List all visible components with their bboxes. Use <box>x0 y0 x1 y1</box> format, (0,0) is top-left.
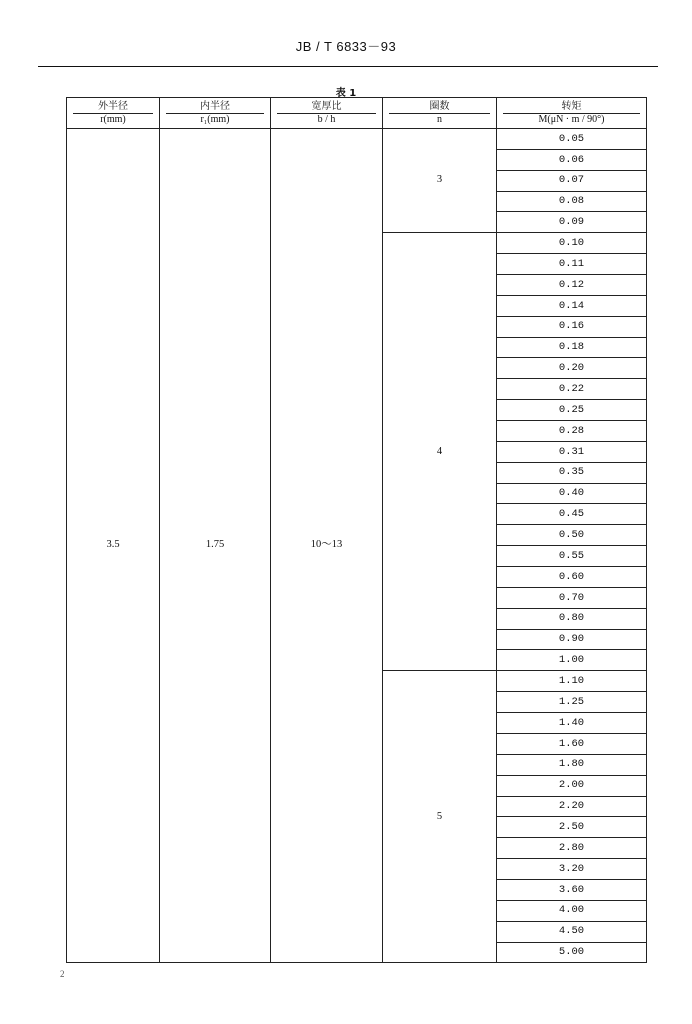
turns-cell: 5 <box>383 671 497 963</box>
torque-cell: 1.25 <box>497 692 647 713</box>
turns-cell: 3 <box>383 129 497 233</box>
torque-cell: 0.06 <box>497 149 647 170</box>
header-rule <box>38 66 658 67</box>
header-inner-radius <box>160 98 271 129</box>
torque-cell: 0.08 <box>497 191 647 212</box>
torque-cell: 0.80 <box>497 608 647 629</box>
header-turns <box>383 98 497 129</box>
header-outer-radius-zh: 外半径 <box>98 100 128 112</box>
torque-cell: 3.20 <box>497 859 647 880</box>
header-width-thickness <box>271 98 383 129</box>
header-outer-radius <box>67 98 160 129</box>
torque-cell: 0.90 <box>497 629 647 650</box>
table-caption: 表 1 <box>335 88 357 99</box>
header-turns-en: n <box>389 113 490 126</box>
torque-cell: 4.50 <box>497 921 647 942</box>
torque-cell: 0.20 <box>497 358 647 379</box>
torque-cell: 4.00 <box>497 900 647 921</box>
torque-cell: 0.11 <box>497 254 647 275</box>
torque-cell: 0.70 <box>497 587 647 608</box>
torque-cell: 0.40 <box>497 483 647 504</box>
table-row <box>67 129 647 150</box>
header-torque <box>497 98 647 129</box>
torque-cell: 1.80 <box>497 754 647 775</box>
header-torque-zh: 转矩 <box>561 100 582 112</box>
page-number: 2 <box>60 969 65 979</box>
document-header: JB / T 6833－93 <box>295 39 397 54</box>
torque-cell: 2.50 <box>497 817 647 838</box>
torque-cell: 0.35 <box>497 462 647 483</box>
torque-cell: 0.16 <box>497 316 647 337</box>
outer-radius-cell: 3.5 <box>67 129 160 963</box>
header-width-thickness-zh: 宽厚比 <box>311 100 342 112</box>
torque-cell: 0.60 <box>497 567 647 588</box>
header-inner-radius-zh: 内半径 <box>200 100 230 112</box>
torque-cell: 1.10 <box>497 671 647 692</box>
torque-cell: 1.60 <box>497 733 647 754</box>
header-inner-radius-en: r₁(mm) <box>166 113 264 126</box>
torque-cell: 0.28 <box>497 421 647 442</box>
torque-cell: 0.50 <box>497 525 647 546</box>
header-outer-radius-en: r(mm) <box>73 113 153 126</box>
torque-cell: 0.55 <box>497 546 647 567</box>
torque-cell: 0.31 <box>497 441 647 462</box>
turns-cell: 4 <box>383 233 497 671</box>
torque-cell: 2.20 <box>497 796 647 817</box>
torque-cell: 0.07 <box>497 170 647 191</box>
torque-cell: 0.14 <box>497 295 647 316</box>
torque-cell: 0.12 <box>497 275 647 296</box>
torque-cell: 0.22 <box>497 379 647 400</box>
table-header-row <box>67 98 647 129</box>
torque-cell: 0.25 <box>497 400 647 421</box>
header-turns-zh: 圈数 <box>429 100 450 112</box>
torque-cell: 3.60 <box>497 879 647 900</box>
torque-cell: 0.45 <box>497 504 647 525</box>
torque-cell: 1.40 <box>497 713 647 734</box>
torque-cell: 0.05 <box>497 129 647 150</box>
width-thickness-cell: 10～13 <box>271 129 383 963</box>
header-width-thickness-en: b / h <box>277 113 376 126</box>
torque-cell: 0.10 <box>497 233 647 254</box>
torque-cell: 0.18 <box>497 337 647 358</box>
torque-table <box>66 97 647 963</box>
torque-cell: 5.00 <box>497 942 647 963</box>
header-torque-en: M(μN · m / 90°) <box>503 113 640 126</box>
inner-radius-cell: 1.75 <box>160 129 271 963</box>
torque-cell: 2.00 <box>497 775 647 796</box>
torque-cell: 2.80 <box>497 838 647 859</box>
torque-cell: 0.09 <box>497 212 647 233</box>
torque-cell: 1.00 <box>497 650 647 671</box>
